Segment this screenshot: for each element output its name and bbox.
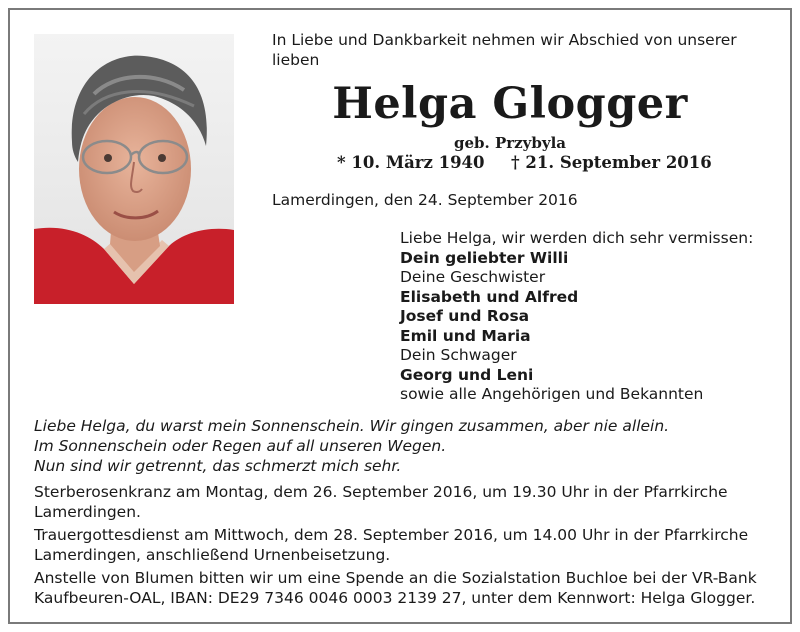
mourner-line: Liebe Helga, wir werden dich sehr vermissen: <box>400 229 754 247</box>
rosary-line: Sterberosenkranz am Montag, dem 26. September 2016, um 19.30 Uhr in der Pfarrkirche <box>34 483 728 501</box>
place-and-date: Lamerdingen, den 24. September 2016 <box>272 191 578 209</box>
mourner-line: Deine Geschwister <box>400 268 546 286</box>
rosary-notice <box>34 482 774 522</box>
poem-line: Liebe Helga, du warst mein Sonnenschein. Wir gingen zusammen, aber nie allein. <box>34 417 670 435</box>
service-line: Trauergottesdienst am Mittwoch, dem 28. September 2016, um 14.00 Uhr in der Pfarrkirche <box>34 526 749 544</box>
mourner-line: sowie alle Angehörigen und Bekannten <box>400 385 704 403</box>
donation-line: Anstelle von Blumen bitten wir um eine Spende an die Sozialstation Buchloe bei der VR-Bank <box>34 569 757 587</box>
donation-line: Kaufbeuren-OAL, IBAN: DE29 7346 0046 0003 2139 27, unter dem Kennwort: Helga Glogger. <box>34 589 756 607</box>
mourner-line: Josef und Rosa <box>400 307 530 325</box>
donation-notice <box>34 568 774 608</box>
service-line: Lamerdingen, anschließend Urnenbeisetzung. <box>34 546 391 564</box>
mourner-line: Elisabeth und Alfred <box>400 287 579 306</box>
obituary-notice <box>8 8 792 624</box>
intro-line: lieben <box>272 51 320 69</box>
mourner-line: Georg und Leni <box>400 365 534 384</box>
poem-line: Nun sind wir getrennt, das schmerzt mich sehr. <box>34 457 402 475</box>
maiden-name: geb. Przybyla <box>453 134 566 152</box>
birth-date: * 10. März 1940 <box>337 153 485 172</box>
funeral-service-notice <box>34 525 774 565</box>
portrait-photo <box>34 34 234 304</box>
portrait-image <box>34 34 234 304</box>
mourner-line: Dein geliebter Willi <box>400 248 569 267</box>
intro-line: In Liebe und Dankbarkeit nehmen wir Abschied von unserer <box>272 31 737 49</box>
memorial-poem <box>34 416 774 476</box>
mourner-line: Emil und Maria <box>400 326 531 345</box>
deceased-name: Helga Glogger <box>332 79 688 129</box>
intro-text <box>272 30 772 70</box>
mourners-list <box>400 229 753 405</box>
rosary-line: Lamerdingen. <box>34 503 141 521</box>
mourner-line: Dein Schwager <box>400 346 517 364</box>
poem-line: Im Sonnenschein oder Regen auf all unseren Wegen. <box>34 437 447 455</box>
death-date: † 21. September 2016 <box>511 153 712 172</box>
